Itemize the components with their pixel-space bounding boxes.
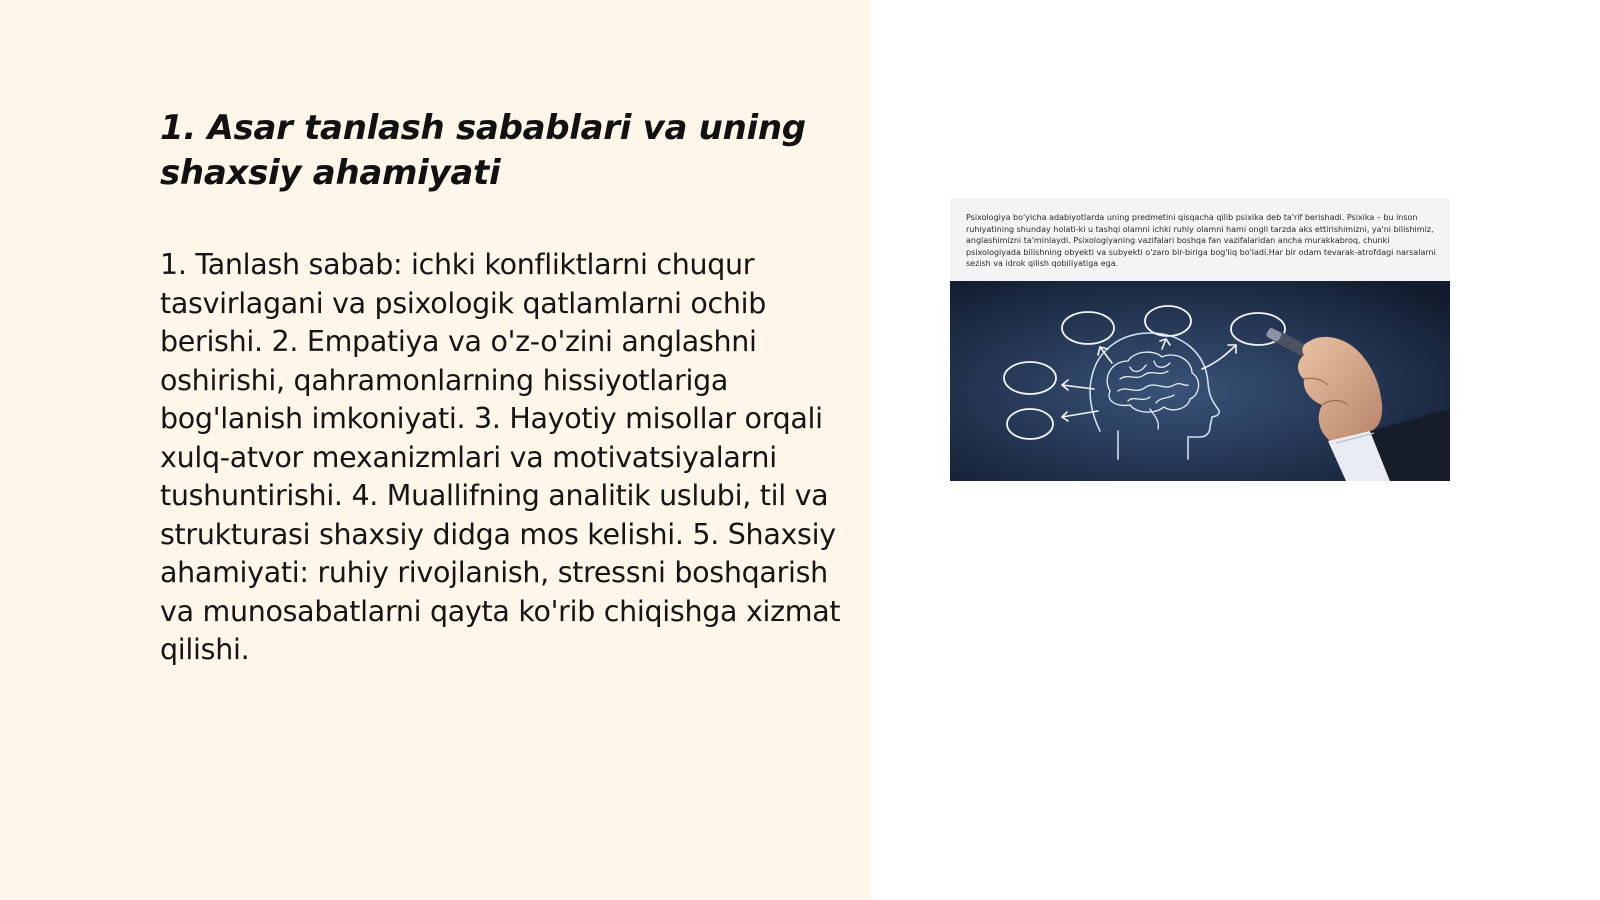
image-caption-strip — [950, 198, 1450, 282]
slide-title: 1. Asar tanlash sabablari va uning shaxsiy ahamiyati — [160, 108, 806, 193]
slide-body-text: 1. Tanlash sabab: ichki konfliktlarni chuqur tasvirlagani va psixologik qatlamlarni ochib berishi. 2. Empatiya va o'z-o'zini anglashni oshirishi, qahramonlarning hissiyotlariga bog'lanish imkoniyati. 3. Hayotiy misollar orqali xulq-atvor mexanizmlari va motivatsiyalarni tushuntirishi. 4. Muallifning analitik uslubi, til va strukturasi shaxsiy didga mos kelishi. 5. Shaxsiy ahamiyati: ruhiy rivojlanish, stressni boshqarish va munosabatlarni qayta ko'rib chiqishga xizmat qilishi. — [160, 248, 841, 666]
brain-mindmap-icon — [950, 281, 1450, 481]
brain-mindmap-image — [950, 198, 1450, 481]
image-caption-text: Psixologiya bo'yicha adabiyotlarda uning predmetini qisqacha qilib psixika deb ta'rif berishadi. Psixika – bu inson ruhiyatining shunday holati-ki u tashqi olamni ichki ruhiy olamni hami ongli tarzda aks ettirishimizni, ya'ni bilishimiz, anglashimizni ta'minlaydi. Psixologiyaning vazifalari boshqa fan vazifalaridan ancha murakkabroq, chunki psixologiyada bilishning obyekti va subyekti o'zaro bir-biriga bog'liq bo'ladi.Har bir odam tevarak-atrofdagi narsalarni sezish va idrok qilish qobiliyatiga ega. — [966, 213, 1436, 268]
